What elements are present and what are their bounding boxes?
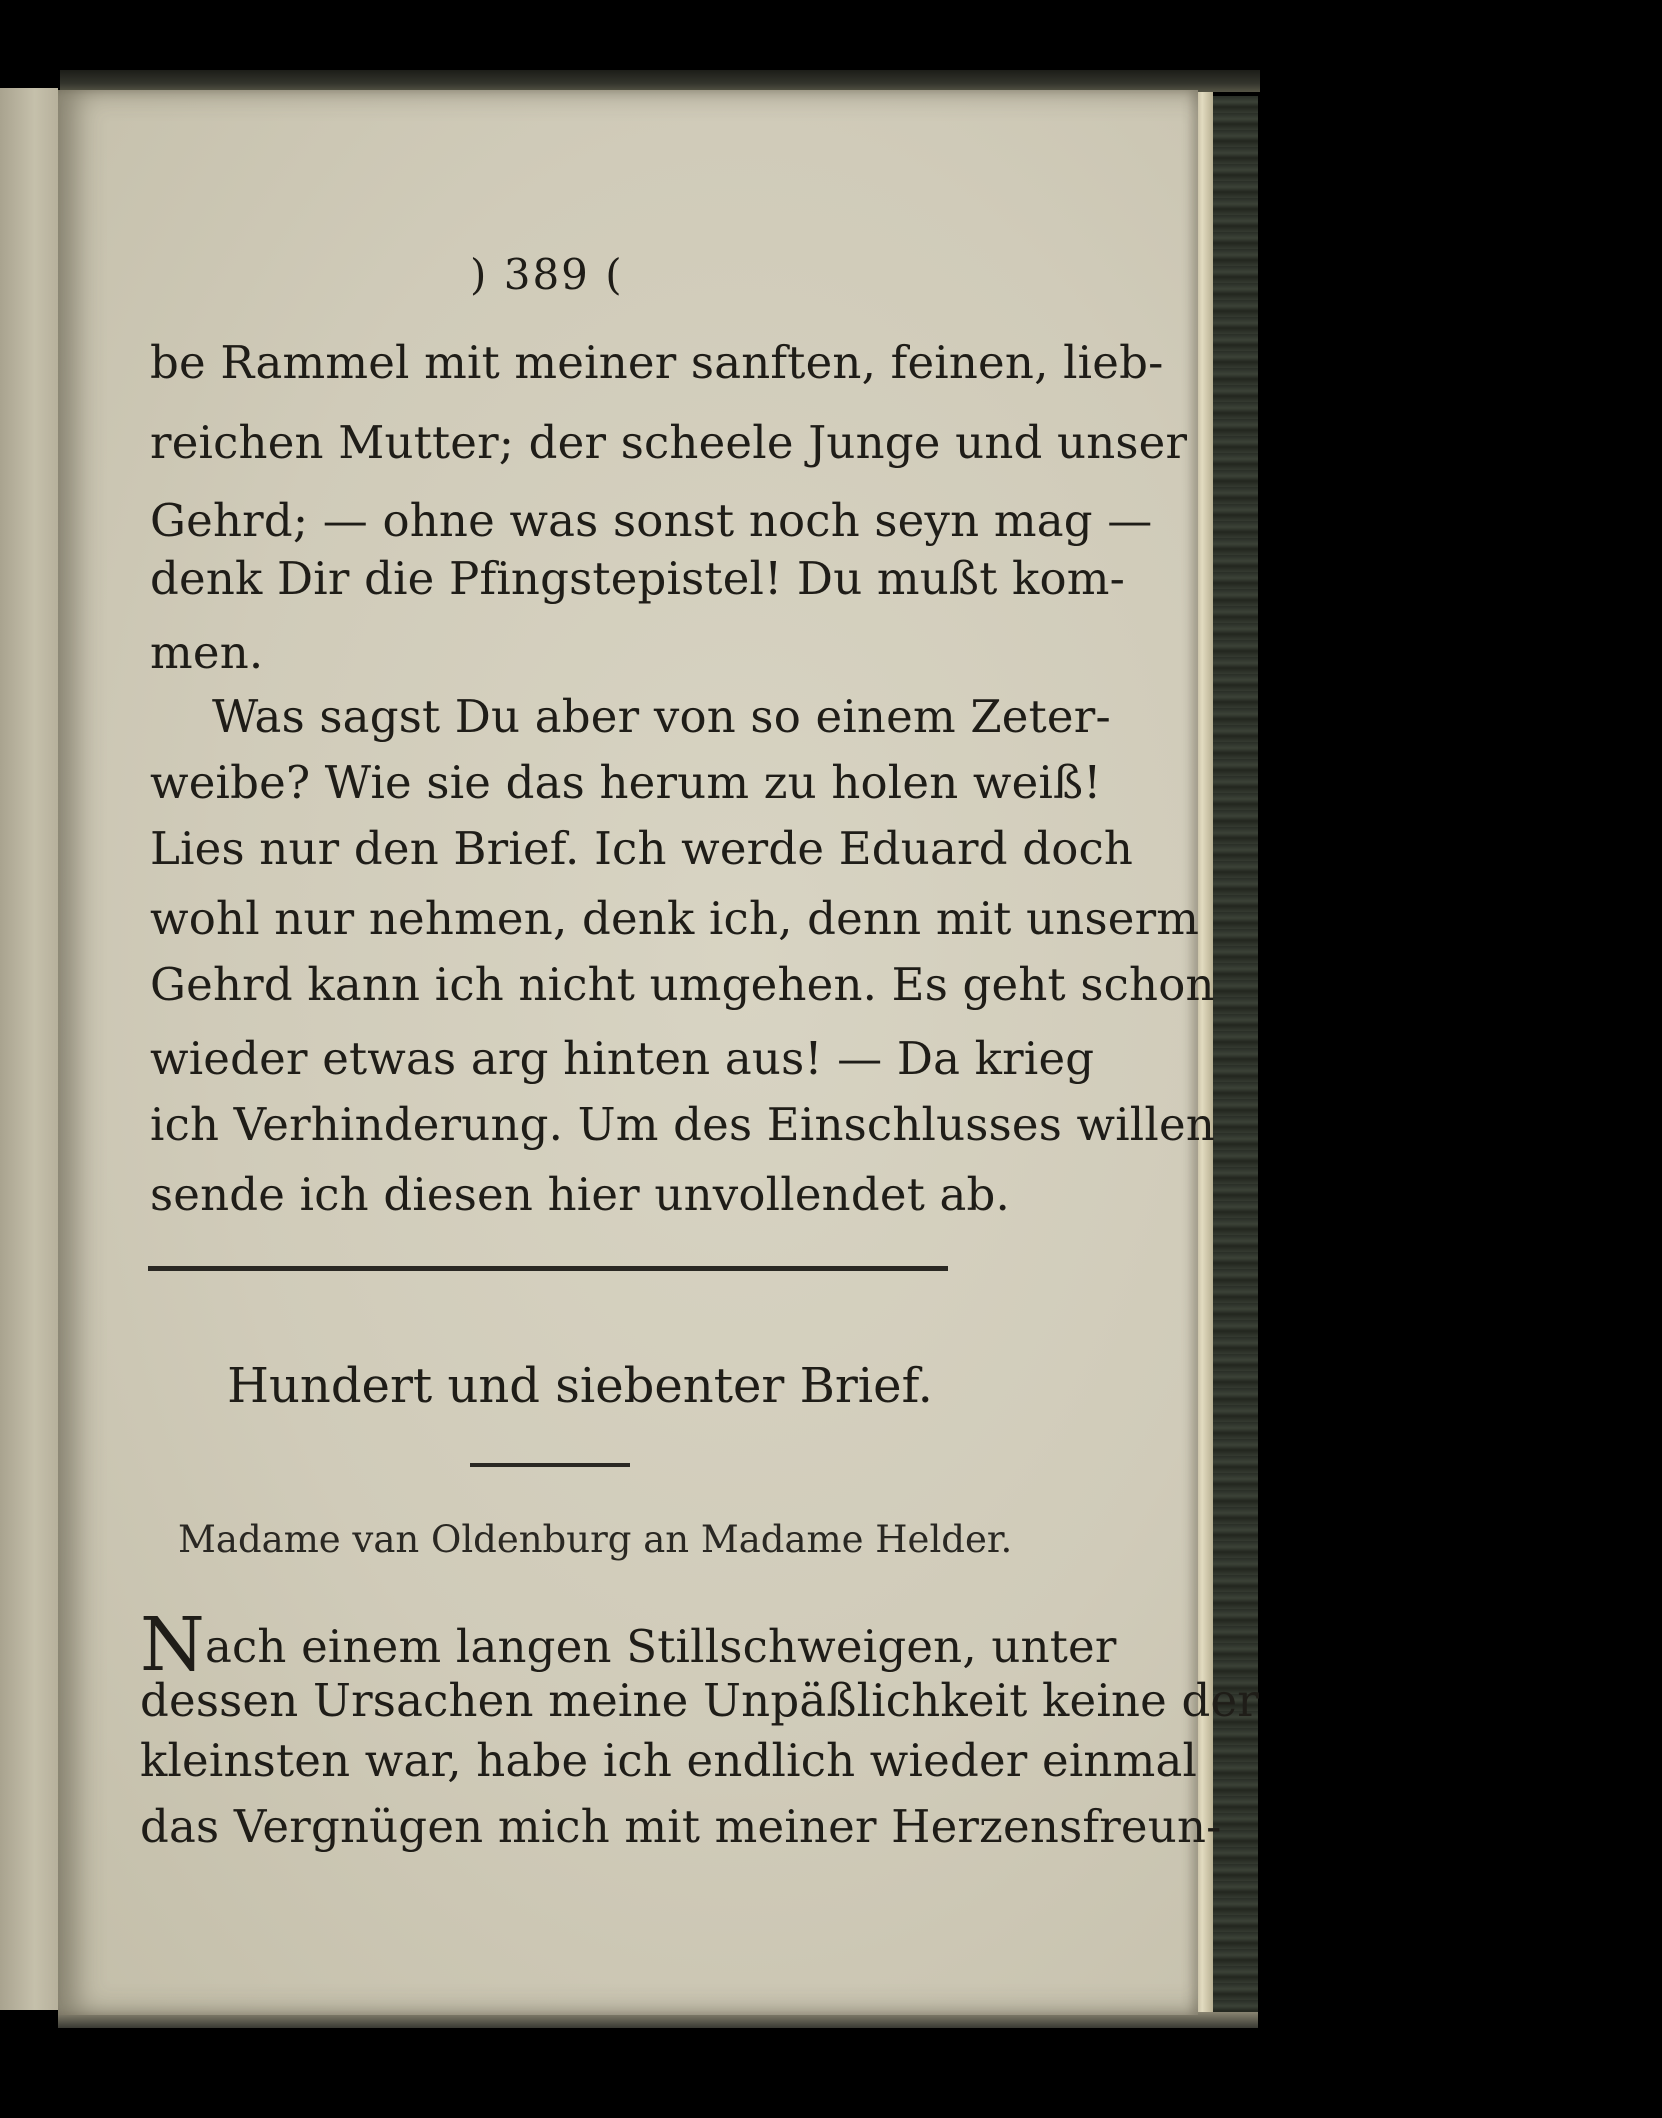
body-line-10: Gehrd kann ich nicht umgehen. Es geht schon bbox=[150, 958, 1215, 1011]
page-number: ) 389 ( bbox=[470, 250, 624, 299]
previous-page-edge bbox=[0, 88, 58, 2010]
body-line-4: denk Dir die Pfingstepistel! Du mußt kom- bbox=[150, 552, 1126, 605]
book-top-edge bbox=[60, 70, 1260, 92]
body-line-1: be Rammel mit meiner sanften, feinen, lieb- bbox=[150, 336, 1164, 389]
heading-underline bbox=[470, 1463, 630, 1467]
letter-address: Madame van Oldenburg an Madame Helder. bbox=[178, 1518, 1013, 1561]
body-line-5: men. bbox=[150, 626, 264, 679]
letter-heading: Hundert und siebenter Brief. bbox=[227, 1358, 933, 1414]
body-line-11: wieder etwas arg hinten aus! — Da krieg bbox=[150, 1032, 1095, 1085]
section-divider bbox=[148, 1266, 948, 1271]
body-line-6: Was sagst Du aber von so einem Zeter- bbox=[212, 690, 1111, 743]
body-line-7: weibe? Wie sie das herum zu holen weiß! bbox=[150, 756, 1102, 809]
body-line-12: ich Verhinderung. Um des Einschlusses willen bbox=[150, 1098, 1216, 1151]
body-line-2: reichen Mutter; der scheele Junge und unser bbox=[150, 416, 1188, 469]
body-line-13: sende ich diesen hier unvollendet ab. bbox=[150, 1168, 1011, 1221]
body-line-3: Gehrd; — ohne was sonst noch seyn mag — bbox=[150, 494, 1153, 547]
letter-line-3: kleinsten war, habe ich endlich wieder einmal bbox=[140, 1734, 1198, 1787]
book-cover-board bbox=[1213, 96, 1258, 2016]
letter-line-1-text: ach einem langen Stillschweigen, unter bbox=[204, 1620, 1117, 1673]
letter-line-1 bbox=[140, 1602, 1117, 1688]
body-line-8: Lies nur den Brief. Ich werde Eduard doch bbox=[150, 822, 1134, 875]
body-line-9: wohl nur nehmen, denk ich, denn mit unserm bbox=[150, 892, 1200, 945]
letter-line-2: dessen Ursachen meine Unpäßlichkeit keine der bbox=[140, 1674, 1260, 1727]
letter-line-4: das Vergnügen mich mit meiner Herzensfreun- bbox=[140, 1800, 1222, 1853]
letter-dropcap: N bbox=[140, 1602, 205, 1688]
